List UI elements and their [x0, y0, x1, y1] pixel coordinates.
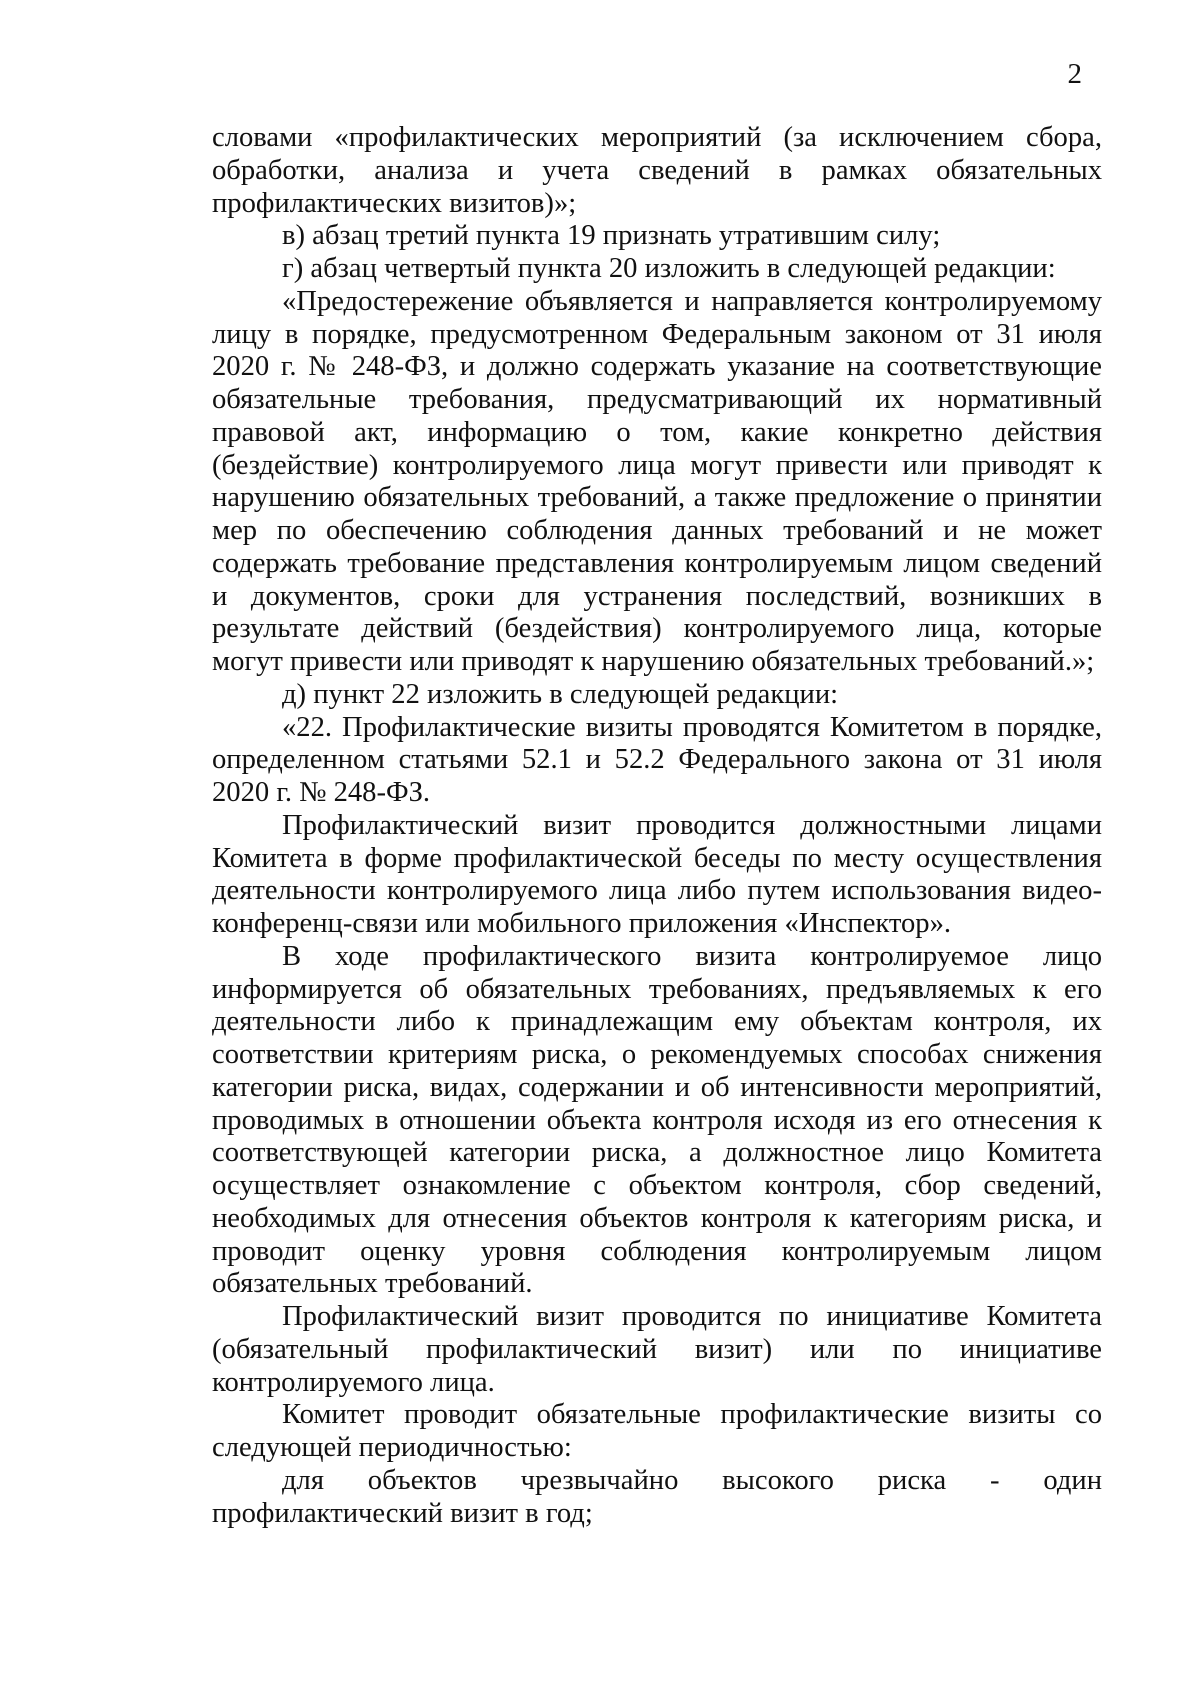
paragraph-7: Профилактический визит проводится должностными лицами Комитета в форме профилактической беседы по месту осуществления деятельности контролируемого лица либо путем использования видео-конференц-связи или мобильного приложения «Инспектор». [212, 809, 1102, 939]
page-number: 2 [1067, 58, 1082, 90]
paragraph-8: В ходе профилактического визита контролируемое лицо информируется об обязательных требованиях, предъявляемых к его деятельности либо к принадлежащим ему объектам контроля, их соответствии критериям риска, о рекомендуемых способах снижения категории риска, видах, содержании и об интенсивности мероприятий, проводимых в отношении объекта контроля исходя из его отнесения к соответствующей категории риска, а должностное лицо Комитета осуществляет ознакомление с объектом контроля, сбор сведений, необходимых для отнесения объектов контроля к категориям риска, и проводит оценку уровня соблюдения контролируемым лицом обязательных требований. [212, 940, 1102, 1300]
paragraph-11: для объектов чрезвычайно высокого риска - один профилактический визит в год; [212, 1464, 1102, 1529]
paragraph-9: Профилактический визит проводится по инициативе Комитета (обязательный профилактический визит) или по инициативе контролируемого лица. [212, 1301, 1102, 1398]
paragraph-5: д) пункт 22 изложить в следующей редакции: [282, 678, 839, 710]
paragraph-2: в) абзац третий пункта 19 признать утратившим силу; [282, 220, 941, 252]
paragraph-10: Комитет проводит обязательные профилактические визиты со следующей периодичностью: [212, 1399, 1102, 1463]
paragraph-1: словами «профилактических мероприятий (за исключением сбора, обработки, анализа и учета сведений в рамках обязательных профилактических визитов)»; [212, 122, 1102, 219]
paragraph-3: г) абзац четвертый пункта 20 изложить в следующей редакции: [282, 253, 1056, 284]
document-body [212, 122, 1102, 1530]
paragraph-4: «Предостережение объявляется и направляется контролируемому лицу в порядке, предусмотренном Федеральным законом от 31 июля 2020 г. № 248-ФЗ, и должно содержать указание на соответствующие обязательные требования, предусматривающий их нормативный правовой акт, информацию о том, какие конкретно действия (бездействие) контролируемого лица могут привести или приводят к нарушению обязательных требований, а также предложение о принятии мер по обеспечению соблюдения данных требований и не может содержать требование представления контролируемым лицом сведений и документов, сроки для устранения последствий, возникших в результате действий (бездействия) контролируемого лица, которые могут привести или приводят к нарушению обязательных требований.»; [212, 285, 1102, 677]
paragraph-6: «22. Профилактические визиты проводятся Комитетом в порядке, определенном статьями 52.1 и 52.2 Федерального закона от 31 июля 2020 г. № 248-ФЗ. [212, 711, 1102, 808]
